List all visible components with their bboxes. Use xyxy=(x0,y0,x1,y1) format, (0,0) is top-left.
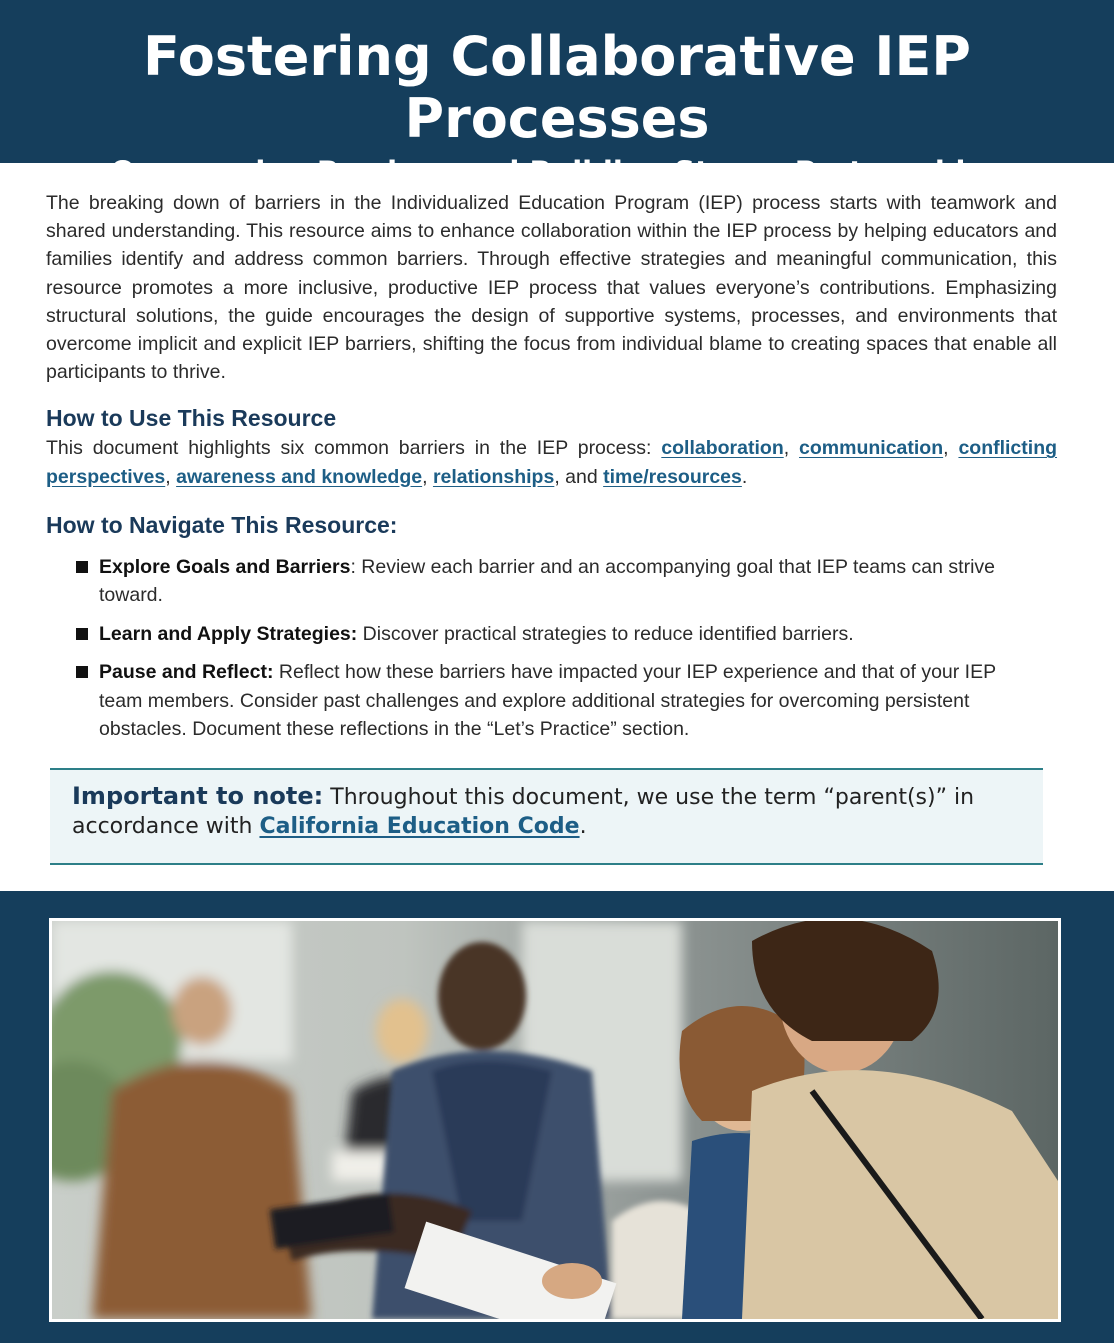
link-relationships[interactable]: relationships xyxy=(432,465,555,488)
list-item-label: Pause and Reflect: xyxy=(99,661,274,684)
page-subtitle: Overcoming Barriers and Building Strong Partnerships xyxy=(110,155,1004,189)
meeting-photo xyxy=(49,918,1061,1322)
period: . xyxy=(741,465,748,488)
note-label: Important to note: xyxy=(72,781,324,810)
important-note-callout xyxy=(50,768,1043,865)
bullet-square-icon xyxy=(76,628,88,640)
separator: , xyxy=(422,465,433,488)
list-item-text: Reflect how these barriers have impacted your IEP experience and that of your IEP team members. Consider past challenges and explore additional strategies for overcoming persistent obstacles. Document these reflections in the “Let’s Practice” section. xyxy=(99,661,996,741)
link-collaboration[interactable]: collaboration xyxy=(661,437,784,460)
separator: , and xyxy=(554,465,604,488)
separator: , xyxy=(165,465,177,488)
list-item xyxy=(76,658,1057,744)
how-to-use-heading: How to Use This Resource xyxy=(46,405,337,432)
navigate-list xyxy=(46,553,1057,744)
separator: , xyxy=(943,437,959,460)
list-item-text: : Review each barrier and an accompanying goal that IEP teams can strive toward. xyxy=(99,555,996,607)
how-to-use-paragraph xyxy=(46,434,1057,490)
main-content xyxy=(0,163,1114,865)
page-title: Fostering Collaborative IEP Processes xyxy=(143,25,971,150)
separator: , xyxy=(783,437,800,460)
usage-lead: This document highlights six common barriers in the IEP process: xyxy=(46,437,662,460)
link-time-resources[interactable]: time/resources xyxy=(603,465,742,488)
photo-band xyxy=(0,891,1114,1343)
note-text: Throughout this document, we use the term “parent(s)” in accordance with xyxy=(72,784,975,839)
page-header xyxy=(0,0,1114,189)
list-item xyxy=(76,553,1057,610)
bullet-square-icon xyxy=(76,561,88,573)
how-to-navigate-heading: How to Navigate This Resource: xyxy=(46,511,398,538)
note-end: . xyxy=(579,813,587,839)
link-communication[interactable]: communication xyxy=(799,437,944,460)
meeting-photo-illustration xyxy=(52,921,1058,1319)
intro-paragraph: The breaking down of barriers in the Individualized Education Program (IEP) process starts with teamwork and shared understanding. This resource aims to enhance collaboration within the IEP process by helping educators and families identify and address common barriers. Through effective strategies and meaningful communication, this resource promotes a more inclusive, productive IEP process that values everyone’s contributions. Emphasizing structural solutions, the guide encourages the design of supportive systems, processes, and environments that overcome implicit and explicit IEP barriers, shifting the focus from individual blame to creating spaces that enable all participants to thrive. xyxy=(46,192,1057,384)
list-item-label: Learn and Apply Strategies: xyxy=(99,622,358,645)
link-california-education-code[interactable]: California Education Code xyxy=(259,813,580,839)
list-item-text: Discover practical strategies to reduce identified barriers. xyxy=(357,622,854,645)
link-awareness-and-knowledge[interactable]: awareness and knowledge xyxy=(176,465,423,488)
bullet-square-icon xyxy=(76,666,88,678)
list-item xyxy=(76,620,1057,649)
list-item-label: Explore Goals and Barriers xyxy=(99,555,351,578)
link-conflicting-perspectives[interactable]: conflicting perspectives xyxy=(46,437,1058,488)
